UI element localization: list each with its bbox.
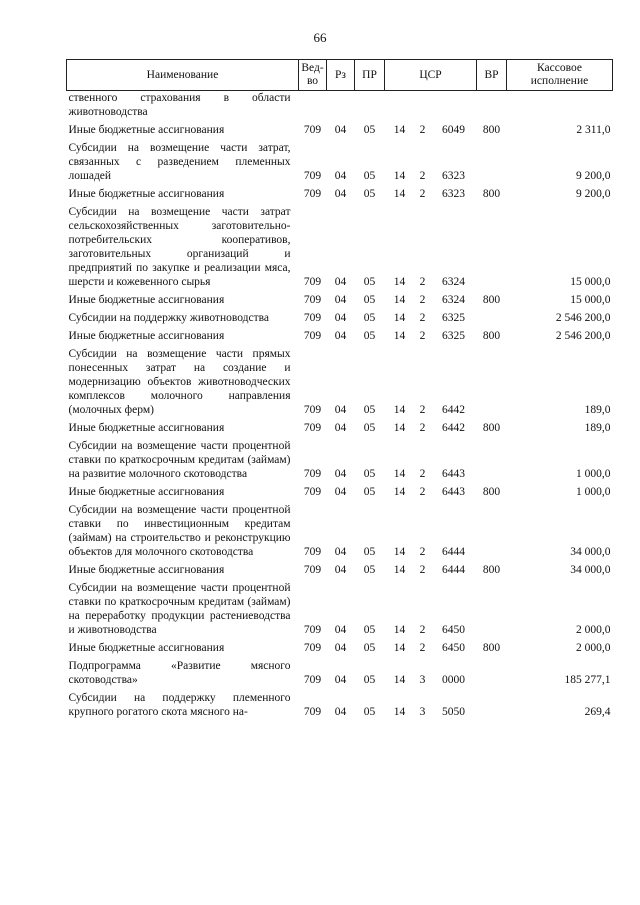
row-csr-code: 6323 <box>442 188 465 200</box>
row-csr-subprogram: 3 <box>419 674 426 686</box>
header-name: Наименование <box>67 60 299 91</box>
row-rz <box>327 91 355 124</box>
row-name: Иные бюджетные ассигнования <box>68 294 225 306</box>
row-vr: 800 <box>482 486 501 498</box>
row-vr <box>477 659 507 691</box>
row-csr-code: 6323 <box>442 170 465 182</box>
row-name: Субсидии на возмещение части затрат сельскохозяйственных заготовительно-потребительских кооперативов, заготовительных организаций и предприятий по закупке и реализации мяса, шерсти и кожевенного сырья <box>68 206 291 288</box>
header-ved: Вед- во <box>299 60 327 91</box>
row-csr-program: 14 <box>393 674 406 686</box>
row-pr: 05 <box>363 468 376 480</box>
row-vr <box>477 205 507 293</box>
row-pr: 05 <box>363 674 376 686</box>
row-rz: 04 <box>334 294 347 306</box>
row-amount: 34 000,0 <box>570 564 611 576</box>
page-number: 66 <box>313 30 327 45</box>
row-csr-subprogram: 2 <box>419 404 426 416</box>
row-ved: 709 <box>303 124 322 136</box>
row-name: Подпрограмма «Развитие мясного скотоводства» <box>68 660 291 686</box>
row-ved: 709 <box>303 624 322 636</box>
row-vr: 800 <box>482 422 501 434</box>
row-csr-code: 6324 <box>442 294 465 306</box>
row-csr-program: 14 <box>393 642 406 654</box>
row-pr: 05 <box>363 624 376 636</box>
row-csr-code: 6444 <box>442 564 465 576</box>
table-row <box>67 311 613 329</box>
row-pr: 05 <box>363 642 376 654</box>
row-amount: 9 200,0 <box>576 170 611 182</box>
row-csr-subprogram: 2 <box>419 170 426 182</box>
row-vr <box>477 691 507 723</box>
row-csr-program: 14 <box>393 276 406 288</box>
table-row <box>67 439 613 485</box>
row-amount: 2 000,0 <box>576 624 611 636</box>
row-amount: 34 000,0 <box>570 546 611 558</box>
table-row <box>67 347 613 421</box>
row-pr: 05 <box>363 170 376 182</box>
row-pr <box>355 91 385 124</box>
row-ved: 709 <box>303 564 322 576</box>
row-name: ственного страхования в области животноводства <box>68 92 291 118</box>
row-csr-subprogram: 2 <box>419 276 426 288</box>
row-vr <box>477 311 507 329</box>
row-ved: 709 <box>303 330 322 342</box>
row-amount: 185 277,1 <box>564 674 611 686</box>
header-rz: Рз <box>327 60 355 91</box>
row-csr-program: 14 <box>393 294 406 306</box>
table-row <box>67 123 613 141</box>
row-ved: 709 <box>303 188 322 200</box>
row-name: Субсидии на возмещение части затрат, связанных с разведением племенных лошадей <box>68 142 291 182</box>
row-rz: 04 <box>334 404 347 416</box>
row-csr-subprogram: 2 <box>419 124 426 136</box>
table-row <box>67 581 613 641</box>
row-amount: 15 000,0 <box>570 276 611 288</box>
table-row <box>67 91 613 124</box>
table-row <box>67 421 613 439</box>
row-csr-program: 14 <box>393 312 406 324</box>
row-vr <box>477 347 507 421</box>
row-rz: 04 <box>334 624 347 636</box>
row-csr-subprogram: 2 <box>419 486 426 498</box>
row-name: Субсидии на возмещение части процентной ставки по краткосрочным кредитам (займам) на переработку продукции растениеводства и животноводства <box>68 582 291 636</box>
row-csr-program: 14 <box>393 330 406 342</box>
row-ved: 709 <box>303 294 322 306</box>
table-row <box>67 141 613 187</box>
row-ved: 709 <box>303 170 322 182</box>
row-rz: 04 <box>334 468 347 480</box>
row-ved: 709 <box>303 312 322 324</box>
row-name: Иные бюджетные ассигнования <box>68 422 225 434</box>
row-rz: 04 <box>334 124 347 136</box>
row-name: Иные бюджетные ассигнования <box>68 564 225 576</box>
row-csr-subprogram: 2 <box>419 422 426 434</box>
table-row <box>67 691 613 723</box>
row-pr: 05 <box>363 404 376 416</box>
row-rz: 04 <box>334 546 347 558</box>
row-csr-code: 6450 <box>442 624 465 636</box>
row-csr-subprogram: 2 <box>419 188 426 200</box>
row-amount <box>507 91 613 124</box>
row-csr-subprogram: 2 <box>419 642 426 654</box>
row-amount: 269,4 <box>584 706 611 718</box>
row-rz: 04 <box>334 486 347 498</box>
row-amount: 1 000,0 <box>576 486 611 498</box>
row-name: Субсидии на возмещение части прямых понесенных затрат на создание и модернизацию объектов животноводческих комплексов молочного направления (молочных ферм) <box>68 348 291 416</box>
row-csr-code: 6450 <box>442 642 465 654</box>
row-csr-code: 5050 <box>442 706 465 718</box>
row-pr: 05 <box>363 312 376 324</box>
row-pr: 05 <box>363 706 376 718</box>
row-amount: 189,0 <box>584 422 611 434</box>
row-csr-subprogram <box>415 91 431 124</box>
row-csr-code: 6325 <box>442 312 465 324</box>
row-ved: 709 <box>303 642 322 654</box>
row-ved: 709 <box>303 404 322 416</box>
row-pr: 05 <box>363 564 376 576</box>
row-pr: 05 <box>363 486 376 498</box>
row-ved <box>299 91 327 124</box>
row-csr-subprogram: 2 <box>419 312 426 324</box>
header-vr: ВР <box>477 60 507 91</box>
row-vr: 800 <box>482 330 501 342</box>
row-name: Иные бюджетные ассигнования <box>68 330 225 342</box>
row-rz: 04 <box>334 564 347 576</box>
row-csr-program: 14 <box>393 124 406 136</box>
row-ved: 709 <box>303 422 322 434</box>
table-row <box>67 329 613 347</box>
row-rz: 04 <box>334 170 347 182</box>
row-rz: 04 <box>334 706 347 718</box>
table-header-row <box>67 60 613 91</box>
row-ved: 709 <box>303 486 322 498</box>
row-amount: 2 546 200,0 <box>555 312 611 324</box>
row-vr: 800 <box>482 564 501 576</box>
row-pr: 05 <box>363 330 376 342</box>
row-pr: 05 <box>363 188 376 200</box>
row-csr-subprogram: 2 <box>419 624 426 636</box>
table-row <box>67 293 613 311</box>
row-amount: 15 000,0 <box>570 294 611 306</box>
row-csr-program: 14 <box>393 468 406 480</box>
row-vr: 800 <box>482 188 501 200</box>
row-csr-subprogram: 3 <box>419 706 426 718</box>
row-csr-code <box>431 91 477 124</box>
header-csr: ЦСР <box>385 60 477 91</box>
row-amount: 1 000,0 <box>576 468 611 480</box>
row-csr-subprogram: 2 <box>419 546 426 558</box>
row-amount: 2 311,0 <box>576 124 611 136</box>
row-rz: 04 <box>334 276 347 288</box>
row-name: Субсидии на возмещение части процентной ставки по инвестиционным кредитам (займам) на строительство и реконструкцию объектов для молочного скотоводства <box>68 504 291 558</box>
row-csr-subprogram: 2 <box>419 294 426 306</box>
row-csr-code: 6444 <box>442 546 465 558</box>
row-csr-code: 6049 <box>442 124 465 136</box>
row-csr-program: 14 <box>393 422 406 434</box>
row-pr: 05 <box>363 124 376 136</box>
row-csr-subprogram: 2 <box>419 330 426 342</box>
table-row <box>67 563 613 581</box>
row-ved: 709 <box>303 706 322 718</box>
row-csr-program <box>385 91 415 124</box>
row-csr-program: 14 <box>393 564 406 576</box>
row-name: Иные бюджетные ассигнования <box>68 124 225 136</box>
row-rz: 04 <box>334 330 347 342</box>
budget-table <box>66 59 613 723</box>
row-name: Иные бюджетные ассигнования <box>68 642 225 654</box>
row-vr <box>477 91 507 124</box>
row-csr-subprogram: 2 <box>419 564 426 576</box>
row-pr: 05 <box>363 276 376 288</box>
row-rz: 04 <box>334 674 347 686</box>
row-name: Субсидии на поддержку животноводства <box>68 312 269 324</box>
table-row <box>67 205 613 293</box>
row-csr-code: 6325 <box>442 330 465 342</box>
row-csr-code: 6442 <box>442 422 465 434</box>
row-pr: 05 <box>363 294 376 306</box>
row-amount: 189,0 <box>584 404 611 416</box>
row-ved: 709 <box>303 674 322 686</box>
row-csr-code: 6324 <box>442 276 465 288</box>
row-csr-code: 6443 <box>442 486 465 498</box>
row-name: Субсидии на поддержку племенного крупного рогатого скота мясного на- <box>68 692 291 718</box>
row-csr-code: 0000 <box>442 674 465 686</box>
table-row <box>67 187 613 205</box>
row-vr: 800 <box>482 294 501 306</box>
row-csr-program: 14 <box>393 706 406 718</box>
row-rz: 04 <box>334 422 347 434</box>
row-vr <box>477 503 507 563</box>
row-rz: 04 <box>334 312 347 324</box>
row-amount: 2 546 200,0 <box>555 330 611 342</box>
row-rz: 04 <box>334 188 347 200</box>
row-pr: 05 <box>363 546 376 558</box>
row-name: Иные бюджетные ассигнования <box>68 486 225 498</box>
row-csr-program: 14 <box>393 188 406 200</box>
row-ved: 709 <box>303 546 322 558</box>
row-amount: 9 200,0 <box>576 188 611 200</box>
row-csr-program: 14 <box>393 170 406 182</box>
row-name: Субсидии на возмещение части процентной ставки по краткосрочным кредитам (займам) на развитие молочного скотоводства <box>68 440 291 480</box>
row-vr <box>477 581 507 641</box>
row-pr: 05 <box>363 422 376 434</box>
table-row <box>67 485 613 503</box>
row-vr: 800 <box>482 642 501 654</box>
row-csr-code: 6442 <box>442 404 465 416</box>
row-ved: 709 <box>303 276 322 288</box>
row-vr <box>477 439 507 485</box>
row-csr-program: 14 <box>393 546 406 558</box>
row-vr <box>477 141 507 187</box>
row-rz: 04 <box>334 642 347 654</box>
header-amount: Кассовое исполнение <box>507 60 613 91</box>
row-csr-program: 14 <box>393 624 406 636</box>
row-csr-subprogram: 2 <box>419 468 426 480</box>
row-ved: 709 <box>303 468 322 480</box>
row-csr-program: 14 <box>393 486 406 498</box>
table-row <box>67 659 613 691</box>
row-csr-code: 6443 <box>442 468 465 480</box>
row-amount: 2 000,0 <box>576 642 611 654</box>
table-row <box>67 641 613 659</box>
row-vr: 800 <box>482 124 501 136</box>
header-pr: ПР <box>355 60 385 91</box>
row-name: Иные бюджетные ассигнования <box>68 188 225 200</box>
table-row <box>67 503 613 563</box>
row-csr-program: 14 <box>393 404 406 416</box>
